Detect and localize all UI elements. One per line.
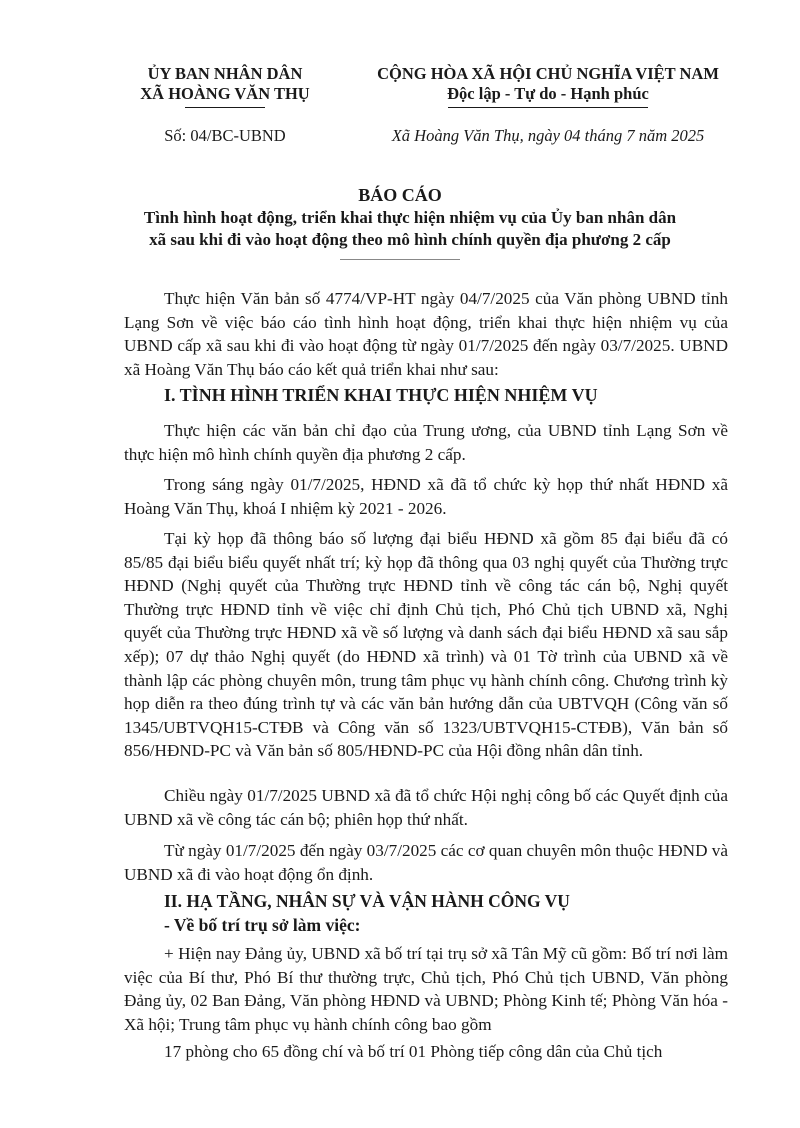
intro-paragraph: Thực hiện Văn bản số 4774/VP-HT ngày 04/7/2025 của Văn phòng UBND tỉnh Lạng Sơn về việc báo cáo tình hình hoạt động, triển khai thực hiện nhiệm vụ của UBND cấp xã sau khi đi vào hoạt động từ ngày 01/7/2025 đến ngày 03/7/2025. UBND xã Hoàng Văn Thụ báo cáo kết quả triển khai như sau: xyxy=(124,289,728,379)
subject-line-2: xã sau khi đi vào hoạt động theo mô hình chính quyền địa phương 2 cấp xyxy=(149,230,671,249)
section-2-heading: II. HẠ TẦNG, NHÂN SỰ VÀ VẬN HÀNH CÔNG VỤ xyxy=(164,891,570,911)
document-subject xyxy=(90,207,730,251)
document-type: BÁO CÁO xyxy=(358,185,442,205)
section-1-paragraph-5: Từ ngày 01/7/2025 đến ngày 03/7/2025 các cơ quan chuyên môn thuộc HĐND và UBND xã đi vào hoạt động ổn định. xyxy=(124,841,728,884)
document-number: Số: 04/BC-UBND xyxy=(164,126,286,145)
nation-line-1: CỘNG HÒA XÃ HỘI CHỦ NGHĨA VIỆT NAM xyxy=(377,64,719,83)
section-2-paragraph-1: + Hiện nay Đảng ủy, UBND xã bố trí tại trụ sở xã Tân Mỹ cũ gồm: Bố trí nơi làm việc của Bí thư, Phó Bí thư thường trực, Chủ tịch, Phó Chủ tịch UBND, Văn phòng Đảng ủy, 02 Ban Đảng, Văn phòng HĐND và UBND; Phòng Kinh tế; Phòng Văn hóa - Xã hội; Trung tâm phục vụ hành chính công bao gồm xyxy=(124,944,728,1034)
title-underline xyxy=(340,259,460,260)
section-1-paragraph-4: Chiều ngày 01/7/2025 UBND xã đã tổ chức Hội nghị công bố các Quyết định của UBND xã về công tác cán bộ; phiên họp thứ nhất. xyxy=(124,786,728,829)
agency-underline xyxy=(185,107,265,108)
section-1-paragraph-3: Tại kỳ họp đã thông báo số lượng đại biểu HĐND xã gồm 85 đại biểu đã có 85/85 đại biểu biểu quyết nhất trí; kỳ họp đã thông qua 03 nghị quyết của Thường trực HĐND (Nghị quyết của Thường trực HĐND tỉnh về công tác cán bộ, Nghị quyết Thường trực HĐND tỉnh về việc chỉ định Chủ tịch, Phó Chủ tịch UBND xã, Nghị quyết của Thường trực HĐND xã về số lượng và danh sách đại biểu HĐND xã sau sắp xếp); 07 dự thảo Nghị quyết (do HĐND xã trình) và 01 Tờ trình của UBND xã về thành lập các phòng chuyên môn, trung tâm phục vụ hành chính công. Chương trình kỳ họp diễn ra theo đúng trình tự và các văn bản hướng dẫn của UBTVQH (Công văn số 1345/UBTVQH15-CTĐB và Công văn số 1323/UBTVQH15-CTĐB), Văn bản số 856/HĐND-PC và Văn bản số 805/HĐND-PC của Hội đồng nhân dân tỉnh. xyxy=(124,529,728,761)
section-1-paragraph-1: Thực hiện các văn bản chỉ đạo của Trung ương, của UBND tỉnh Lạng Sơn về thực hiện mô hình chính quyền địa phương 2 cấp. xyxy=(124,421,728,464)
subject-line-1: Tình hình hoạt động, triển khai thực hiện nhiệm vụ của Ủy ban nhân dân xyxy=(143,208,677,227)
section-2-paragraph-2: 17 phòng cho 65 đồng chí và bố trí 01 Phòng tiếp công dân của Chủ tịch xyxy=(164,1042,663,1061)
national-motto xyxy=(348,64,748,104)
section-1-heading: I. TÌNH HÌNH TRIỂN KHAI THỰC HIỆN NHIỆM VỤ xyxy=(164,385,598,405)
agency-name xyxy=(120,64,330,104)
section-2-subheading: - Về bố trí trụ sở làm việc: xyxy=(164,915,361,935)
agency-line-2: XÃ HOÀNG VĂN THỤ xyxy=(140,84,310,103)
section-1-paragraph-2: Trong sáng ngày 01/7/2025, HĐND xã đã tổ chức kỳ họp thứ nhất HĐND xã Hoàng Văn Thụ, khoá I nhiệm kỳ 2021 - 2026. xyxy=(124,475,728,518)
motto-underline xyxy=(448,107,648,108)
place-and-date: Xã Hoàng Văn Thụ, ngày 04 tháng 7 năm 2025 xyxy=(391,126,705,145)
agency-line-1: ỦY BAN NHÂN DÂN xyxy=(147,64,303,83)
nation-line-2: Độc lập - Tự do - Hạnh phúc xyxy=(447,84,649,103)
